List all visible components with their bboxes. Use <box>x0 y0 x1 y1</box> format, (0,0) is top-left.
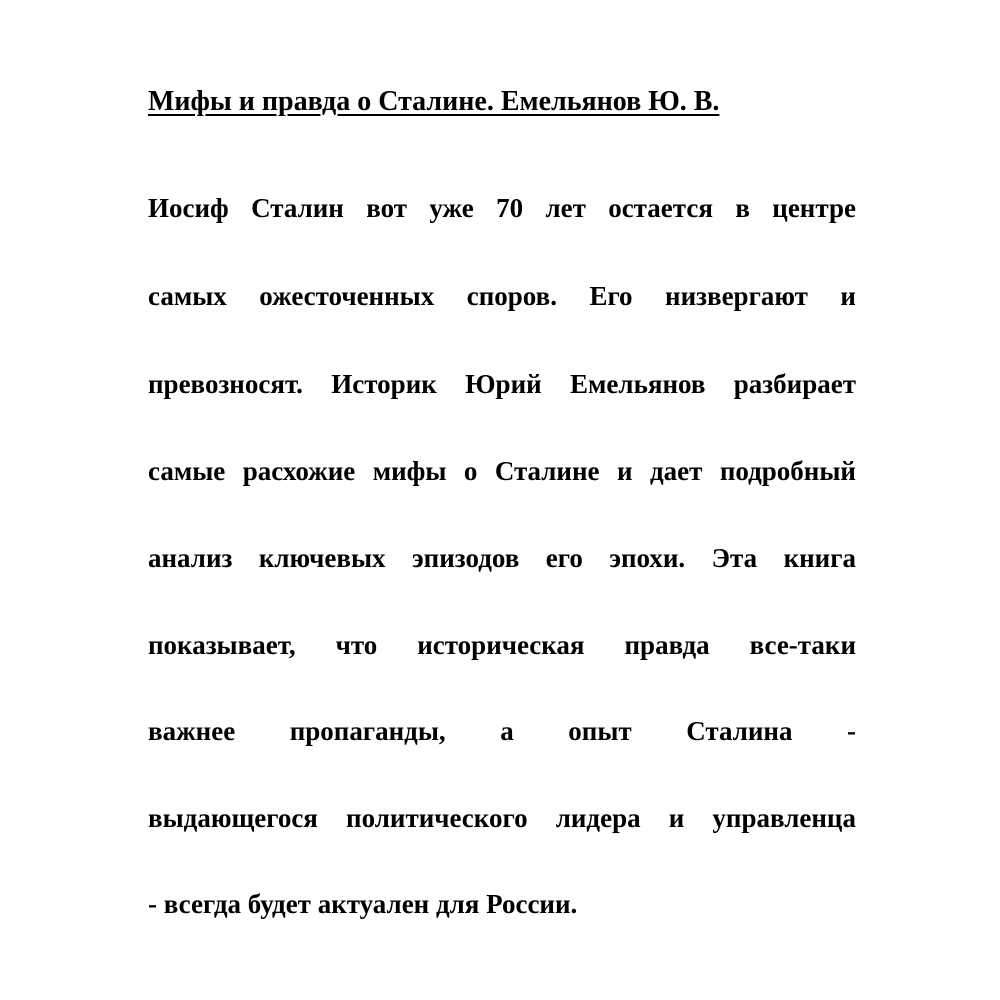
word: все-таки <box>749 630 856 660</box>
word: Иосиф <box>148 193 229 223</box>
word: самые <box>148 456 226 486</box>
paragraph-line-7 <box>148 711 856 751</box>
paragraph-line-1 <box>148 188 856 228</box>
word: показывает, <box>148 630 296 660</box>
word: превозносят. <box>148 369 303 399</box>
word: дает <box>649 456 703 486</box>
word: Сталин <box>251 193 344 223</box>
word: Емельянов <box>570 369 706 399</box>
word: о <box>463 456 478 486</box>
word: управленца <box>712 803 856 833</box>
word: разбирает <box>733 369 856 399</box>
word: Юрий <box>465 369 542 399</box>
paragraph-line-4 <box>148 451 856 491</box>
word: вот <box>366 193 407 223</box>
word: эпохи. <box>609 543 686 573</box>
word: Историк <box>331 369 437 399</box>
word: пропаганды, <box>289 716 446 746</box>
word: 70 <box>496 193 524 223</box>
word: лет <box>545 193 586 223</box>
word: анализ <box>148 543 233 573</box>
paragraph-line-3 <box>148 364 856 404</box>
paragraph-line-5 <box>148 538 856 578</box>
word: Сталина <box>686 716 793 746</box>
word: правда <box>624 630 710 660</box>
paragraph-line-8 <box>148 798 856 838</box>
word: подробный <box>719 456 856 486</box>
word: остается <box>608 193 713 223</box>
word: уже <box>429 193 474 223</box>
word: политического <box>346 803 528 833</box>
word: низвергают <box>665 281 808 311</box>
word: мифы <box>372 456 447 486</box>
paragraph-line-2 <box>148 276 856 316</box>
word: историческая <box>417 630 585 660</box>
word: Сталине <box>494 456 600 486</box>
word: а <box>500 716 514 746</box>
word: Эта <box>711 543 758 573</box>
word: важнее <box>148 716 236 746</box>
word: что <box>335 630 378 660</box>
word: и <box>668 803 685 833</box>
word: и <box>840 281 856 311</box>
word: центре <box>772 193 856 223</box>
word: эпизодов <box>412 543 520 573</box>
word: ключевых <box>258 543 386 573</box>
word: опыт <box>568 716 632 746</box>
word: в <box>735 193 750 223</box>
word: Его <box>589 281 633 311</box>
word: лидера <box>555 803 641 833</box>
word: расхожие <box>242 456 356 486</box>
word: - <box>847 716 856 746</box>
word: самых <box>148 281 227 311</box>
word: его <box>545 543 583 573</box>
word: споров. <box>466 281 557 311</box>
word: ожесточенных <box>259 281 435 311</box>
word: и <box>616 456 633 486</box>
word: выдающегося <box>148 803 318 833</box>
paragraph-line-9: - всегда будет актуален для России. <box>148 889 578 919</box>
paragraph-line-6 <box>148 625 856 665</box>
document-title: Мифы и правда о Сталине. Емельянов Ю. В. <box>148 86 720 117</box>
word: книга <box>783 543 856 573</box>
